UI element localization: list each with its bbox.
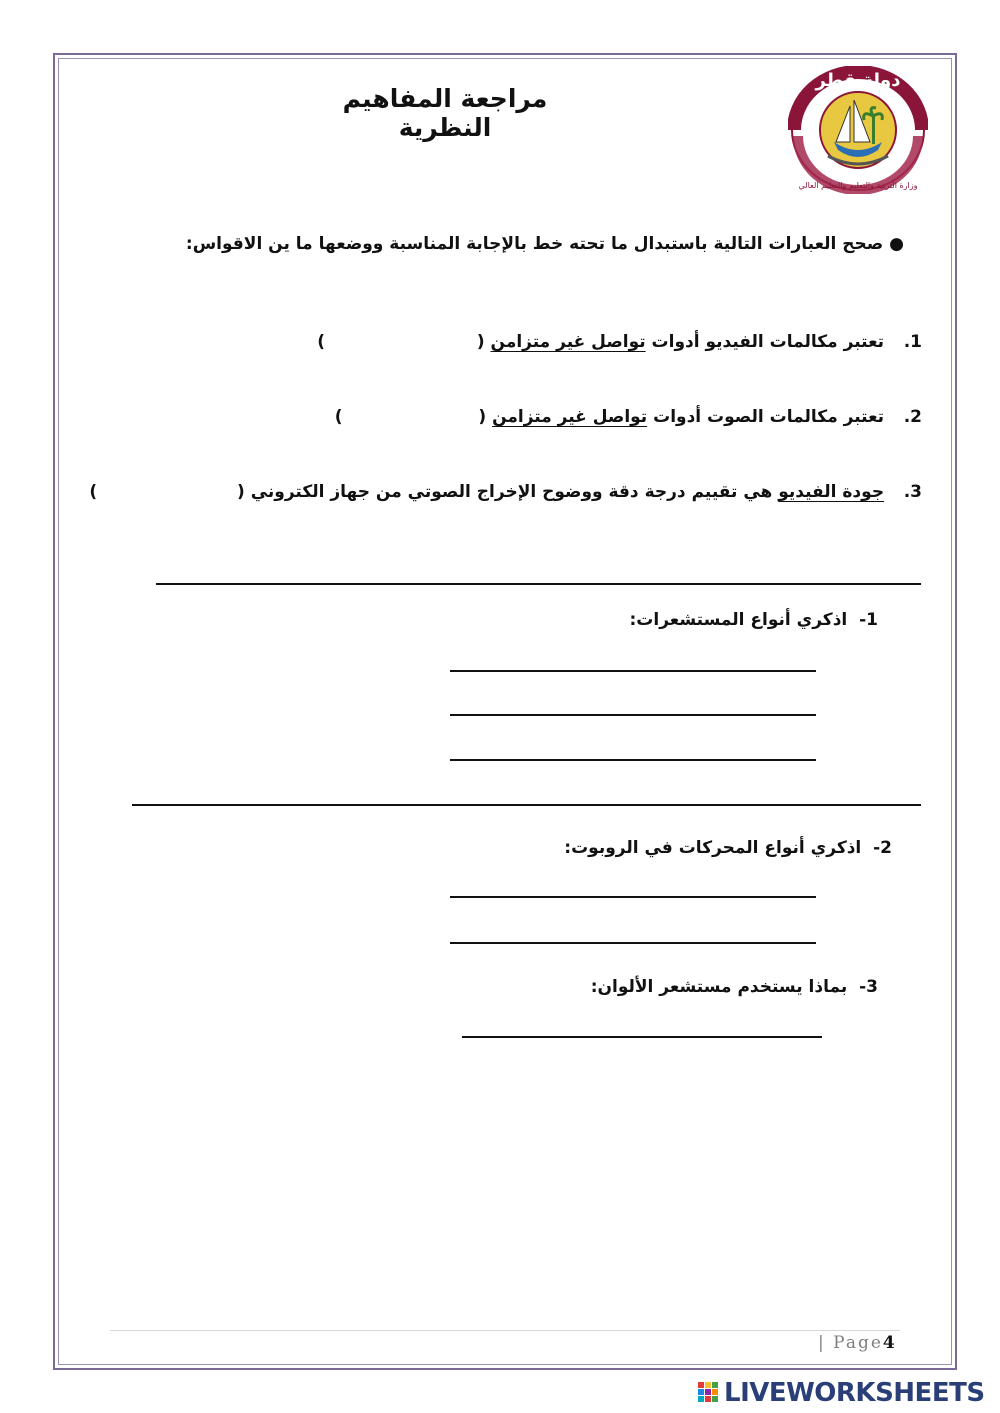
statement-text: تعتبر مكالمات الصوت أدوات <box>647 407 885 427</box>
close-paren: ) <box>317 332 325 352</box>
page-border-inner <box>58 58 952 1365</box>
section-divider <box>156 583 921 585</box>
question-number: 3- <box>859 977 878 997</box>
open-paren: ( <box>476 332 485 352</box>
answer-line[interactable] <box>450 759 816 761</box>
question-number: 1- <box>859 610 878 630</box>
statement-text: هي تقييم درجة دقة ووضوح الإخراج الصوتي من جهاز الكتروني ( <box>237 482 773 502</box>
underlined-term: تواصل غير متزامن <box>490 332 646 352</box>
brand-name: LIVEWORKSHEETS <box>724 1378 985 1408</box>
answer-line[interactable] <box>462 1036 822 1038</box>
question-text: بماذا يستخدم مستشعر الألوان: <box>590 977 848 997</box>
question-text: اذكري أنواع المحركات في الروبوت: <box>564 838 862 858</box>
question-2 <box>564 838 892 858</box>
qatar-ministry-logo <box>788 66 928 194</box>
footer-rule <box>110 1330 900 1331</box>
statement-3 <box>89 482 922 502</box>
underlined-term: جودة الفيديو <box>778 482 885 502</box>
bullet-icon: ● <box>889 234 904 254</box>
footer-separator: | <box>818 1333 826 1353</box>
answer-line[interactable] <box>450 670 816 672</box>
page-number: 4 <box>882 1333 895 1353</box>
statement-1 <box>317 332 922 352</box>
section-divider <box>132 804 921 806</box>
page-footer <box>818 1333 895 1353</box>
logo-ring-text: وزارة التربية والتعليم والتعليم العالي <box>798 181 918 190</box>
question-number: 2- <box>873 838 892 858</box>
question-3 <box>591 977 878 997</box>
close-paren: ) <box>334 407 343 427</box>
statement-number: 3. <box>903 482 922 502</box>
answer-line[interactable] <box>450 714 816 716</box>
logo-title-text: دولة قطر <box>815 70 901 91</box>
liveworksheets-brand[interactable] <box>698 1378 985 1408</box>
instruction-text: صحح العبارات التالية باستبدال ما تحته خط بالإجابة المناسبة ووضعها ما ين الاقواس: <box>185 234 884 254</box>
answer-line[interactable] <box>450 942 816 944</box>
answer-line[interactable] <box>450 896 816 898</box>
page-label: Page <box>833 1333 883 1353</box>
statement-number: 2. <box>903 407 922 427</box>
statement-2 <box>335 407 922 427</box>
brand-logo-icon <box>698 1382 720 1404</box>
statement-text: تعتبر مكالمات الفيديو أدوات <box>645 332 885 352</box>
question-1 <box>629 610 878 630</box>
open-paren: ( <box>478 407 487 427</box>
close-paren: ) <box>89 482 98 502</box>
page-title: مراجعة المفاهيم النظرية <box>342 84 548 142</box>
statement-number: 1. <box>903 332 922 352</box>
question-text: اذكري أنواع المستشعرات: <box>629 610 848 630</box>
instruction <box>186 234 904 254</box>
underlined-term: تواصل غير متزامن <box>492 407 648 427</box>
